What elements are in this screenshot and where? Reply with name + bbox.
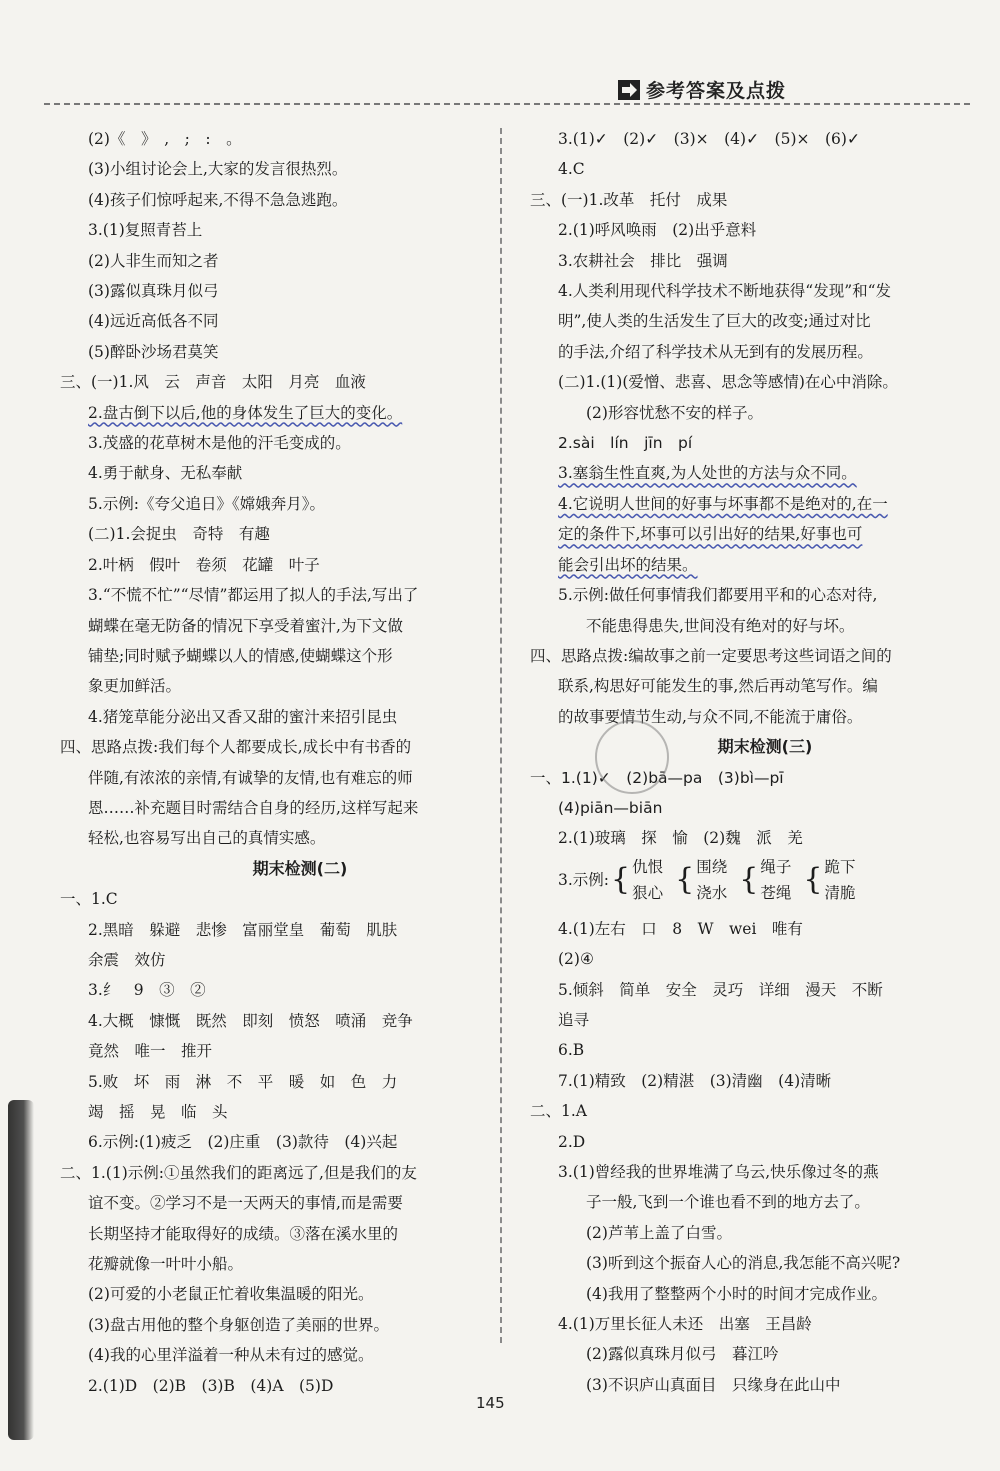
answer-line [60,1188,500,1218]
answer-text: 三、(一)1.改革 托付 成果 [530,190,728,209]
answer-text: 二、1.(1)示例:①虽然我们的距离远了,但是我们的友 [60,1163,417,1182]
answer-line [530,944,960,974]
answer-text: 2.D [558,1132,586,1151]
answer-line [60,1127,500,1157]
arrow-right-icon [618,80,640,100]
answer-line [530,550,960,580]
answer-text: 三、(一)1.风 云 声音 太阳 月亮 血液 [60,373,366,392]
answer-text: 2.(1)呼风唤雨 (2)出乎意料 [558,221,757,240]
answer-text: (4)我的心里洋溢着一种从未有过的感觉。 [88,1346,374,1365]
answer-text: 四、思路点拨:我们每个人都要成长,成长中有书香的 [60,738,412,757]
answer-line [60,550,500,580]
answer-line [60,945,500,975]
answer-text: 4.(1)左右 口 8 W wei 唯有 [558,919,803,938]
answer-text: 3.“不慌不忙”“尽情”都运用了拟人的手法,写出了 [88,586,419,605]
answer-text: (2)可爱的小老鼠正忙着收集温暖的阳光。 [88,1285,374,1304]
answer-line [60,1249,500,1279]
answer-line [530,823,960,853]
answer-line [530,1218,960,1248]
answer-line [60,306,500,336]
pair-word: 苍绳 [760,883,792,902]
answer-line [530,1035,960,1065]
word-pair [696,854,727,906]
answer-text: 蝴蝶在毫无防备的情况下享受着蜜汁,为下文做 [88,616,403,635]
answer-line [60,154,500,184]
section-title: 期末检测(三) [717,737,813,757]
answer-text: 子一般,飞到一个谁也看不到的地方去了。 [586,1193,870,1212]
answer-text: 7.(1)精致 (2)精湛 (3)清幽 (4)清晰 [558,1071,832,1090]
answer-line [60,1219,500,1249]
pair-word: 清脆 [824,883,856,902]
pair-word: 绳子 [760,857,792,876]
answer-line [530,793,960,823]
answer-text: 5.示例:做任何事情我们都要用平和的心态对待, [558,586,878,605]
answer-line [60,519,500,549]
answer-text: 四、思路点拨:编故事之前一定要思考这些词语之间的 [530,646,892,665]
answer-line [60,367,500,397]
answer-line [530,1309,960,1339]
answer-text: 2.sài lín jīn pí [558,434,693,453]
answer-text: (2)④ [558,950,594,969]
answer-text: (3)露似真珠月似弓 [88,282,219,301]
answer-text: 2.(1)玻璃 探 愉 (2)魏 派 羌 [558,829,803,848]
answer-line [60,580,500,610]
answer-line [530,580,960,610]
answer-line [60,398,500,428]
answer-text: 4.大概 慷慨 既然 即刻 愤怒 喷涌 竞争 [88,1011,413,1030]
pair-word: 浇水 [696,883,728,902]
answer-line [60,428,500,458]
answer-line [530,1279,960,1309]
header-divider [44,103,970,105]
answer-text: 竟然 唯一 推开 [88,1042,213,1061]
answer-line [530,276,960,306]
answer-text: 3.(1)✓ (2)✓ (3)× (4)✓ (5)× (6)✓ [558,130,860,148]
answer-line [60,1097,500,1127]
answer-text: (3)听到这个振奋人心的消息,我怎能不高兴呢? [586,1254,901,1273]
answer-line [530,367,960,397]
header-title [618,76,786,103]
brace-icon: { [675,861,695,897]
answer-line [60,1371,500,1401]
answer-text: 3.茂盛的花草树木是他的汗毛变成的。 [88,434,351,453]
answer-text: (2)露似真珠月似弓 暮江吟 [586,1345,779,1364]
answer-line [60,611,500,641]
answer-text: 3.(1)复照青苔上 [88,221,203,240]
answer-line [530,306,960,336]
answer-text: 伴随,有浓浓的亲情,有诚挚的友情,也有难忘的师 [88,768,413,787]
answer-line [530,1157,960,1187]
answer-text: (3)盘古用他的整个身躯创造了美丽的世界。 [88,1315,389,1334]
answer-text: 5.示例:《夸父追日》《嫦娥奔月》。 [88,494,326,513]
answer-line [60,732,500,762]
answer-line [530,1066,960,1096]
answer-text: 竭 摇 晃 临 头 [88,1103,228,1121]
answer-text: 5.败 坏 雨 淋 不 平 暖 如 色 力 [88,1072,398,1091]
answer-text: (4)孩子们惊呼起来,不得不急急逃跑。 [88,190,348,209]
answer-line [530,611,960,641]
answer-line [530,428,960,458]
answer-line [60,763,500,793]
brace-icon: { [739,861,759,897]
answer-text: 谊不变。②学习不是一天两天的事情,而是需要 [88,1194,403,1213]
answer-line [530,641,960,671]
scan-smudge [8,1100,34,1440]
word-pair [632,854,663,906]
answer-text: 定的条件下,坏事可以引出好的结果,好事也可 [558,525,863,544]
answer-line [60,124,500,154]
answer-line [60,185,500,215]
answer-line-pairs [530,854,960,914]
answer-line [530,1187,960,1217]
answer-text: 花瓣就像一叶叶小船。 [88,1255,244,1274]
answer-text: 4.人类利用现代科学技术不断地获得“发现”和“发 [558,282,892,301]
answer-line [60,641,500,671]
answer-line [530,1127,960,1157]
answer-text: 象更加鲜活。 [88,677,182,696]
answer-text: (2)芦苇上盖了白雪。 [586,1223,732,1242]
answer-line [530,124,960,154]
answer-text: 3.农耕社会 排比 强调 [558,251,728,270]
answer-line [530,975,960,1005]
answer-text: (3)小组讨论会上,大家的发言很热烈。 [88,160,348,179]
brace-icon: { [803,861,823,897]
answer-text: (2)人非生而知之者 [88,251,219,270]
answer-text: 2.叶柄 假叶 卷须 花罐 叶子 [88,555,320,574]
section-title: 期末检测(二) [252,858,348,878]
brace-icon: { [611,861,631,897]
answer-text: 3.塞翁生性直爽,为人处世的方法与众不同。 [558,464,857,483]
answer-text: 一、1.C [60,890,118,909]
answer-text: 余震 效仿 [88,950,166,969]
answer-text: 4.猪笼草能分泌出又香又甜的蜜汁来招引昆虫 [88,707,398,726]
answer-line [60,1310,500,1340]
pair-word: 狠心 [632,883,664,902]
answer-text: (2)《 》 , ; : 。 [88,130,242,148]
answer-text: 2.盘古倒下以后,他的身体发生了巨大的变化。 [88,403,403,422]
answer-text: 能会引出坏的结果。 [558,555,698,574]
answer-line [60,1067,500,1097]
stamp-seal [595,720,669,794]
answer-text: (4)我用了整整两个小时的时间才完成作业。 [586,1284,887,1303]
answer-text: 恩……补充题目时需结合自身的经历,这样写起来 [88,798,419,817]
answer-text: 6.B [558,1041,585,1060]
answer-line [530,458,960,488]
word-pair [824,854,855,906]
answer-line [60,671,500,701]
answer-line [60,1006,500,1036]
answer-text: 铺垫;同时赋予蝴蝶以人的情感,使蝴蝶这个形 [88,646,393,665]
answer-line [530,337,960,367]
answer-text: 4.(1)万里长征人未还 出塞 王昌龄 [558,1315,812,1334]
answer-text: (3)不识庐山真面目 只缘身在此山中 [586,1375,841,1394]
pair-word: 跪下 [824,857,856,876]
answer-text: 联系,构思好可能发生的事,然后再动笔写作。编 [558,677,878,696]
answer-text: 二、1.A [530,1102,587,1121]
answer-line [60,702,500,732]
answer-line [530,914,960,944]
answer-text: 追寻 [558,1010,590,1029]
answer-text: 轻松,也容易写出自己的真情实感。 [88,829,326,848]
answer-line [530,489,960,519]
answer-text: 3.(1)曾经我的世界堆满了乌云,快乐像过冬的燕 [558,1163,879,1181]
answer-text: (二)1.(1)(爱憎、悲喜、思念等感情)在心中消除。 [558,373,898,392]
answer-line [60,1340,500,1370]
header-title-text: 参考答案及点拨 [645,80,786,102]
answer-text: (5)醉卧沙场君莫笑 [88,342,219,361]
answer-text: (4)远近高低各不同 [88,312,219,331]
answer-line [530,1370,960,1400]
pair-word: 仇恨 [632,857,664,876]
answer-text: 明”,使人类的生活发生了巨大的改变;通过对比 [558,312,871,331]
answer-line [60,915,500,945]
answer-line [530,519,960,549]
answer-line [530,1339,960,1369]
answer-text: 4.C [558,160,585,179]
answer-text: 一、1.(1)✓ (2)bā—pa (3)bì—pī [530,768,784,787]
answer-line [530,702,960,732]
answer-line [530,1248,960,1278]
answer-line [530,671,960,701]
answer-text: (二)1.会捉虫 奇特 有趣 [88,525,270,544]
answer-line [530,1005,960,1035]
answer-line [60,246,500,276]
answer-line [530,398,960,428]
answer-text: 3.纟 9 ③ ② [88,981,206,1000]
answer-line [60,489,500,519]
answer-line [60,1158,500,1188]
answer-text: 的故事要情节生动,与众不同,不能流于庸俗。 [558,707,863,726]
answer-text: (4)piān—biān [558,798,663,817]
answer-line [60,884,500,914]
left-column [60,124,500,1401]
answer-line [530,185,960,215]
answer-line [530,154,960,184]
pair-word: 围绕 [696,857,728,876]
answer-text: 6.示例:(1)疲乏 (2)庄重 (3)款待 (4)兴起 [88,1133,398,1152]
page-number: 145 [476,1394,505,1412]
answer-line [530,215,960,245]
answer-line [60,1036,500,1066]
answer-text: 4.勇于献身、无私奉献 [88,464,243,483]
answer-line [60,1279,500,1309]
answer-line [60,276,500,306]
answer-text: 5.倾斜 简单 安全 灵巧 详细 漫天 不断 [558,980,883,999]
word-pair [760,854,791,906]
answer-line [60,337,500,367]
answer-line [530,763,960,793]
answer-text: (2)形容忧愁不安的样子。 [586,403,763,422]
answer-line [60,793,500,823]
answer-text: 长期坚持才能取得好的成绩。③落在溪水里的 [88,1224,399,1243]
page-header [0,0,1000,110]
answer-text: 的手法,介绍了科学技术从无到有的发展历程。 [558,342,873,361]
answer-text: 不能患得患失,世间没有绝对的好与坏。 [586,616,855,635]
answer-line [60,458,500,488]
column-divider [500,128,502,1343]
answer-text: 4.它说明人世间的好事与坏事都不是绝对的,在一 [558,494,888,513]
answer-text: 2.(1)D (2)B (3)B (4)A (5)D [88,1376,334,1395]
answer-line [60,215,500,245]
answer-text: 2.黑暗 躲避 悲惨 富丽堂皇 葡萄 肌肤 [88,920,398,939]
answer-line [60,975,500,1005]
answer-line [530,1096,960,1126]
pairs-prefix: 3.示例: [558,870,610,889]
answer-line [60,823,500,853]
answer-line [530,246,960,276]
